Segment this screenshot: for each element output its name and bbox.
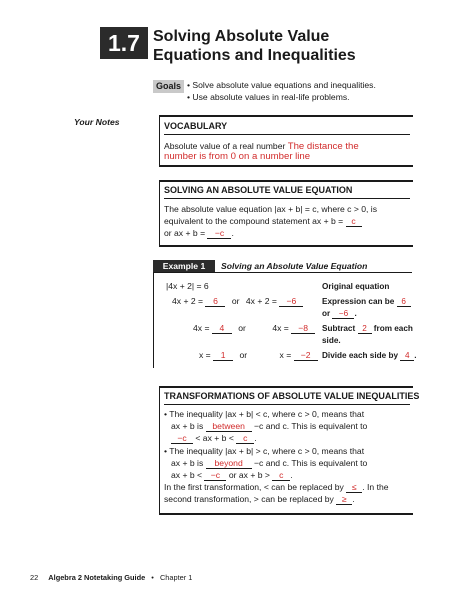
answer-blank: c <box>236 434 254 444</box>
note-original: Original equation <box>322 282 390 291</box>
note-row-3b: side. <box>322 336 341 345</box>
note-text: Divide each side by <box>322 351 398 360</box>
answer-blank: 4 <box>400 352 414 361</box>
answer-blank: 6 <box>205 297 225 307</box>
answer-blank: ≥ <box>336 495 352 505</box>
title-line-1: Solving Absolute Value <box>153 28 330 45</box>
paragraph-text: In the first transformation, < can be replaced by <box>164 482 344 492</box>
bullet-text: ax + b is <box>171 458 204 468</box>
answer-blank: −6 <box>279 297 303 307</box>
bullet-2-line-3 <box>171 469 293 481</box>
solving-line-3 <box>164 227 234 239</box>
example-badge: Example 1 <box>153 260 215 272</box>
divider <box>164 134 410 135</box>
answer-blank: −c <box>171 434 193 444</box>
vocabulary-title: VOCABULARY <box>164 121 228 131</box>
bullet-1-line-2 <box>171 420 367 432</box>
punctuation: . <box>354 309 357 318</box>
equation-row-3 <box>193 322 315 334</box>
bullet-1-line-3 <box>171 432 257 444</box>
chapter-label: Chapter 1 <box>159 573 193 582</box>
bullet-separator: • <box>151 573 154 582</box>
bullet-text: The inequality |ax + b| > c, where c > 0, means that <box>169 446 365 456</box>
note-text: from each <box>373 324 413 333</box>
equation-row-4 <box>199 349 318 361</box>
solving-line-3-text: or ax + b = <box>164 228 208 238</box>
your-notes-label: Your Notes <box>74 117 120 127</box>
note-row-2 <box>322 296 411 307</box>
divider <box>164 198 410 199</box>
paragraph-text: . In the <box>362 482 389 492</box>
solving-line-1: The absolute value equation |ax + b| = c, where c > 0, is <box>164 204 377 214</box>
answer-blank: 4 <box>212 324 232 334</box>
answer-blank: between <box>206 422 252 432</box>
or-word: or <box>322 309 331 318</box>
bullet-text: < ax + b < <box>195 433 234 443</box>
vocabulary-answer-2: number is from 0 on a number line <box>164 151 311 162</box>
goals-label: Goals <box>153 80 184 93</box>
bullet-text: The inequality |ax + b| < c, where c > 0, means that <box>169 409 365 419</box>
divider <box>153 272 412 273</box>
note-row-2b <box>322 308 357 319</box>
answer-blank: −c <box>207 229 231 239</box>
answer-blank: −6 <box>332 310 354 319</box>
page-title <box>153 27 356 65</box>
note-text: Subtract <box>322 324 356 333</box>
answer-blank: c <box>272 471 290 481</box>
replacement-line-1 <box>164 481 389 493</box>
vocabulary-answer-1: The distance the <box>287 141 359 152</box>
answer-blank: −c <box>204 471 226 481</box>
note-row-3 <box>322 323 413 334</box>
goal-item: • Use absolute values in real-life problems. <box>187 92 350 102</box>
goal-text: Use absolute values in real-life problems. <box>192 92 350 102</box>
solving-line-2-text: equivalent to the compound statement ax + b = <box>164 216 346 226</box>
divider <box>153 272 154 368</box>
equation-text: 4x + 2 = <box>245 296 280 306</box>
equation-text: x = <box>279 350 294 360</box>
goal-text: Solve absolute value equations and inequalities. <box>192 80 376 90</box>
punctuation: . <box>352 494 355 504</box>
bullet-2-line-2 <box>171 457 367 469</box>
bullet-text: −c and c. This is equivalent to <box>254 421 368 431</box>
answer-blank: beyond <box>206 459 252 469</box>
equation-text: 4x = <box>193 323 212 333</box>
or-word: or <box>231 296 240 306</box>
equation-original: |4x + 2| = 6 <box>166 281 209 291</box>
page-number: 22 <box>30 573 39 582</box>
bullet-text: ax + b is <box>171 421 204 431</box>
bullet-1-line-1: • The inequality |ax + b| < c, where c > 0, means that <box>164 409 365 419</box>
answer-blank: −8 <box>291 324 315 334</box>
paragraph-text: second transformation, > can be replaced by <box>164 494 334 504</box>
page-footer <box>30 573 192 582</box>
goal-item: • Solve absolute value equations and inequalities. <box>187 80 376 90</box>
vocabulary-term: Absolute value of a real number <box>164 141 286 151</box>
answer-blank: 2 <box>358 325 372 334</box>
or-word: or <box>239 350 248 360</box>
note-text: Expression can be <box>322 297 395 306</box>
answer-blank: −2 <box>294 351 318 361</box>
equation-text: 4x = <box>272 323 292 333</box>
solving-equation-title: SOLVING AN ABSOLUTE VALUE EQUATION <box>164 185 353 195</box>
punctuation: . <box>254 433 257 443</box>
solving-line-2 <box>164 215 362 227</box>
note-row-4 <box>322 350 417 361</box>
punctuation: . <box>231 228 234 238</box>
transformations-title: TRANSFORMATIONS OF ABSOLUTE VALUE INEQUALITIES <box>164 391 420 401</box>
answer-blank: 6 <box>397 298 411 307</box>
bullet-text: ax + b < <box>171 470 203 480</box>
answer-blank: 1 <box>213 351 233 361</box>
answer-blank: c <box>346 217 362 227</box>
punctuation: . <box>290 470 293 480</box>
or-word: or <box>238 323 246 333</box>
bullet-text: −c and c. This is equivalent to <box>254 458 368 468</box>
example-title: Solving an Absolute Value Equation <box>221 261 368 271</box>
equation-text: 4x + 2 = <box>172 296 206 306</box>
punctuation: . <box>414 351 417 360</box>
bullet-text: or ax + b > <box>228 470 270 480</box>
section-number-badge: 1.7 <box>100 27 148 59</box>
title-line-2: Equations and Inequalities <box>153 47 356 64</box>
divider <box>164 404 410 405</box>
answer-blank: ≤ <box>346 483 362 493</box>
equation-text: x = <box>199 350 214 360</box>
replacement-line-2 <box>164 493 355 505</box>
equation-row-2 <box>172 295 303 307</box>
book-title: Algebra 2 Notetaking Guide <box>48 573 146 582</box>
bullet-2-line-1: • The inequality |ax + b| > c, where c > 0, means that <box>164 446 365 456</box>
